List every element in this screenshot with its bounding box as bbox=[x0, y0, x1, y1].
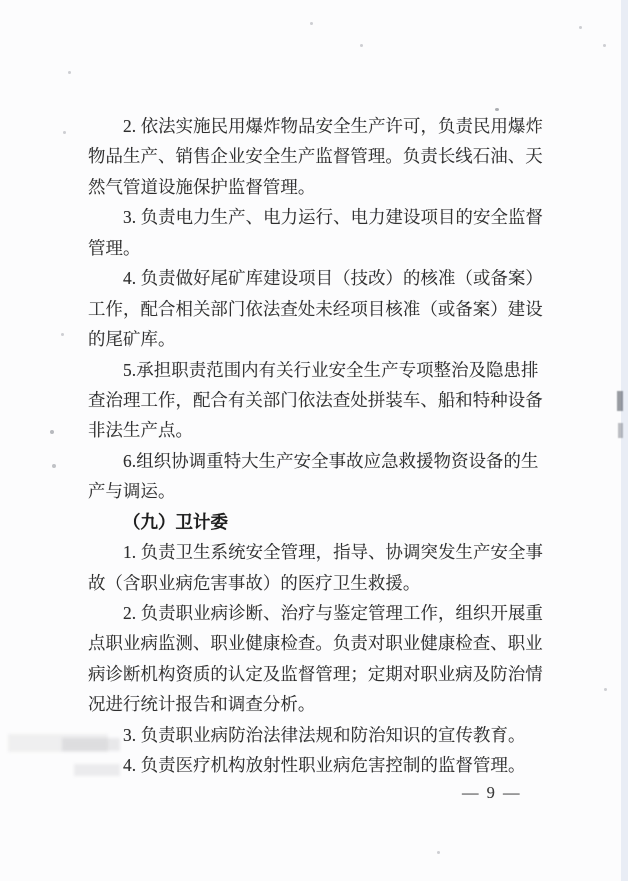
text-line: 2. 负责职业病诊断、治疗与鉴定管理工作，组织开展重 bbox=[123, 603, 543, 623]
text-line: 点职业病监测、职业健康检查。负责对职业健康检查、职业 bbox=[88, 633, 543, 654]
text-line: 1. 负责卫生系统安全管理，指导、协调突发生产安全事 bbox=[123, 542, 543, 563]
text-line: 产与调运。 bbox=[88, 481, 176, 502]
scan-speck bbox=[61, 333, 64, 336]
document-text-block bbox=[88, 111, 548, 781]
text-line: 4. 负责做好尾矿库建设项目（技改）的核准（或备案） bbox=[123, 268, 543, 289]
text-line: 物品生产、销售企业安全生产监督管理。负责长线石油、天 bbox=[88, 146, 543, 167]
text-line: 非法生产点。 bbox=[88, 420, 193, 441]
text-line: 病诊断机构资质的认定及监督管理；定期对职业病及防治情 bbox=[88, 663, 543, 684]
scan-speck bbox=[579, 26, 582, 29]
scan-speck bbox=[63, 131, 66, 134]
scan-speck bbox=[52, 464, 56, 468]
scan-edge-strip bbox=[621, 0, 628, 881]
text-line: 2. 依法实施民用爆炸物品安全生产许可，负责民用爆炸 bbox=[123, 116, 543, 136]
text-line: 3. 负责职业病防治法律法规和防治知识的宣传教育。 bbox=[123, 724, 526, 745]
scan-speck bbox=[360, 44, 363, 47]
scan-speck bbox=[50, 430, 54, 434]
text-line: 然气管道设施保护监督管理。 bbox=[88, 176, 316, 197]
text-line: 故（含职业病危害事故）的医疗卫生救援。 bbox=[88, 572, 421, 593]
text-line: 况进行统计报告和调查分析。 bbox=[88, 694, 316, 715]
text-line: 3. 负责电力生产、电力运行、电力建设项目的安全监督 bbox=[123, 207, 543, 228]
scan-speck bbox=[604, 688, 607, 691]
text-line: 管理。 bbox=[88, 237, 141, 258]
text-line: 5.承担职责范围内有关行业安全生产专项整治及隐患排 bbox=[123, 359, 539, 380]
text-line: 工作，配合相关部门依法查处未经项目核准（或备案）建设 bbox=[88, 298, 543, 319]
text-line: 的尾矿库。 bbox=[88, 329, 176, 350]
text-line: 查治理工作，配合有关部门依法查处拼装车、船和特种设备 bbox=[88, 389, 543, 410]
scan-speck bbox=[437, 851, 440, 854]
text-line: 6.组织协调重特大生产安全事故应急救援物资设备的生 bbox=[123, 450, 539, 471]
section-heading: （九）卫计委 bbox=[123, 511, 228, 532]
scan-speck bbox=[603, 44, 606, 47]
scan-speck bbox=[68, 71, 71, 74]
scan-speck bbox=[310, 22, 313, 25]
text-line: 4. 负责医疗机构放射性职业病危害控制的监督管理。 bbox=[123, 755, 526, 776]
page-number: — 9 — bbox=[462, 783, 522, 802]
